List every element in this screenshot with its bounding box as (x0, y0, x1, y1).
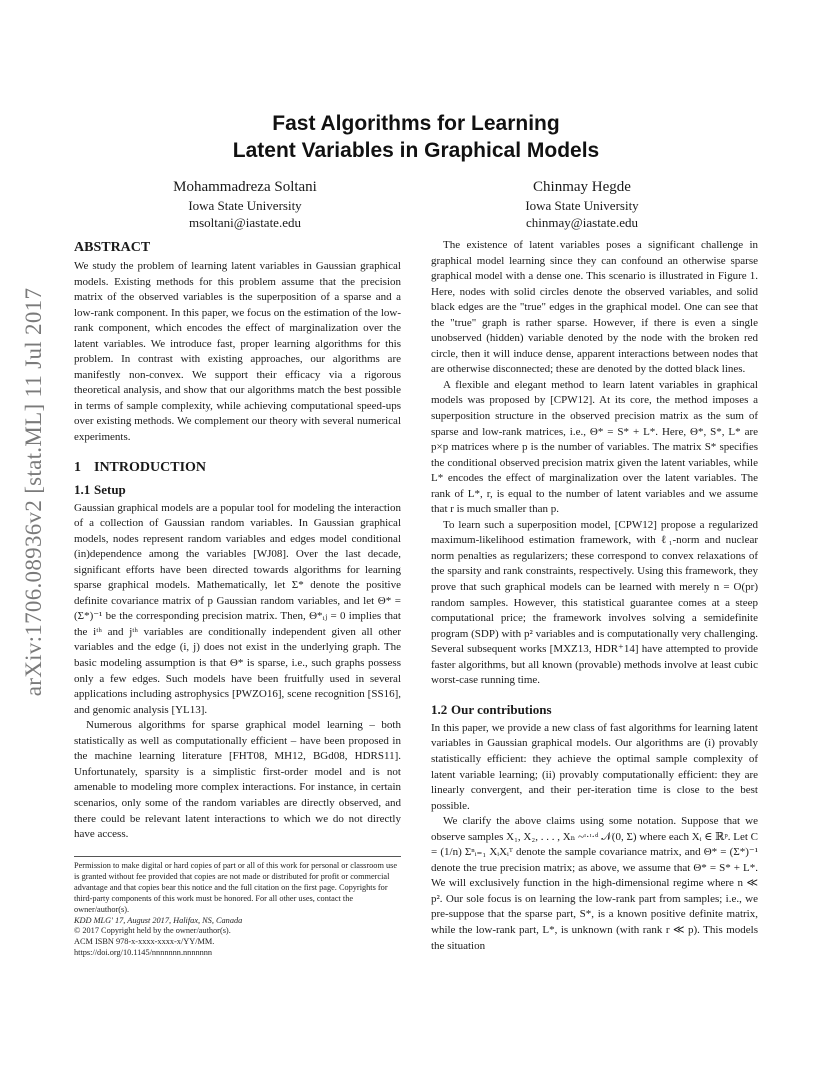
setup-paragraph-2: Numerous algorithms for sparse graphical model learning – both statistically as well as computationally efficient – have been proposed in the machine learning literature [FHT08, MH12, BGd08, HDRS11]. Unfortunately, sparsity is a simplistic first-order model and is not amenable to modeling more complex interactions. For instance, in certain scenarios, only some of the random variables are directly observed, and there could be relevant latent interactions to which we do not directly have access. (74, 719, 401, 841)
subsection-title: Setup (94, 481, 126, 497)
section-heading-introduction (74, 458, 401, 477)
intro-paragraph-method: A flexible and elegant method to learn latent variables in graphical models was proposed by [CPW12]. At its core, the method imposes a superposition structure in the observed precision matrix as the sum of sparse and low-rank matrices, i.e., Θ* = S* + L*. Here, Θ*, S*, L* are p×p matrices where p is the number of variables. The matrix S* specifies the conditional observed precision matrix given the latent variables, while L* encodes the effect of marginalization over the latent variables. The rank of L*, r, is equal to the number of latent variables and we assume that r is much smaller than p. (431, 378, 758, 516)
right-column (431, 238, 758, 954)
section-title: INTRODUCTION (94, 459, 207, 475)
arxiv-identifier (12, 287, 56, 697)
subsection-title: Our contributions (451, 701, 552, 717)
title-line-2: Latent Variables in Graphical Models (232, 139, 600, 162)
abstract-heading: ABSTRACT (74, 240, 151, 255)
subsection-number: 1.1 (74, 481, 91, 497)
left-column (74, 238, 401, 843)
author-name: Chinmay Hegde (533, 179, 631, 195)
subsection-heading-setup (74, 481, 401, 499)
arxiv-id-text: arXiv:1706.08936v2 [stat.ML] 11 Jul 2017 (21, 287, 46, 697)
doi-line: https://doi.org/10.1145/nnnnnnn.nnnnnnn (74, 948, 213, 958)
venue-line: KDD MLG' 17, August 2017, Halifax, NS, Canada (74, 915, 243, 925)
subsection-heading-contributions (431, 701, 758, 719)
author-affiliation: Iowa State University (525, 198, 639, 213)
author-email: msoltani@iastate.edu (189, 215, 301, 230)
subsection-number: 1.2 (431, 701, 448, 717)
title-line-1: Fast Algorithms for Learning (272, 112, 560, 135)
author-block-2 (462, 178, 702, 231)
permission-footnote (74, 856, 401, 959)
isbn-line: ACM ISBN 978-x-xxxx-xxxx-x/YY/MM. (74, 937, 215, 947)
setup-paragraph-1: Gaussian graphical models are a popular tool for modeling the interaction of a collection of Gaussian random variables. In Gaussian graphical models, nodes represent random variables and edges model conditional (in)dependence among the variables [WJ08]. Over the last decade, significant efforts have been directed towards algorithms for learning sparse graphical models. Mathematically, let Σ* denote the positive definite covariance matrix of p Gaussian random variables, and let Θ* = (Σ*)⁻¹ be the corresponding precision matrix. Then, Θ*ᵢⱼ = 0 implies that the iᵗʰ and jᵗʰ variables are conditionally independent given all other variables and the edge (i, j) does not exist in the underlying graph. The basic modeling assumption is that Θ* is sparse, i.e., such graphs possess only a few edges. Such models have been fruitfully used in several applications including astrophysics [PWZO16], scene recognition [SS16], and genomic analysis [YL13]. (74, 501, 401, 716)
author-email: chinmay@iastate.edu (526, 215, 638, 230)
contributions-paragraph-2: We clarify the above claims using some notation. Suppose that we observe samples X₁, X₂, . . . , Xₙ ~ᶦ·ᶦ·ᵈ 𝒩(0, Σ) where each Xᵢ ∈ ℝᵖ. Let C = (1/n) Σⁿᵢ₌₁ XᵢXᵢᵀ denote the sample covariance matrix, and Θ* = (Σ*)⁻¹ denote the true precision matrix; as above, we assume that Θ* = S* + L*. We will exclusively function in the high-dimensional regime where n ≪ p². Our sole focus is on learning the low-rank part from samples; i.e., we pre-suppose that the sparse part, S*, is a known positive definite matrix, while the low-rank part, L*, is unknown (with rank r ≪ p). This models the situation (431, 815, 758, 952)
intro-paragraph-framework: To learn such a superposition model, [CPW12] propose a regularized maximum-likelihood estimation framework, with ℓ₁-norm and nuclear norm penalties as regularizers; these correspond to convex relaxations of the sparsity and rank constraints, respectively. Using this framework, they prove that such graphical models can be learned with merely n = O(pr) random samples. However, this statistical guarantee comes at a steep computational price; the framework involves solving a semidefinite program (SDP) with p² variables and is computationally very challenging. Several subsequent works [MXZ13, HDR⁺14] have attempted to provide faster algorithms, but all known (provable) methods involve at least cubic worst-case running time. (431, 518, 758, 687)
paper-title (74, 110, 758, 164)
section-number: 1 (74, 459, 81, 475)
abstract-text: We study the problem of learning latent variables in Gaussian graphical models. Existing methods for this problem assume that the precision matrix of the observed variables is the superposition of a sparse and a low-rank component. In this paper, we focus on the estimation of the low-rank component, which encodes the effect of marginalization over the latent variables. We introduce fast, proper learning algorithms for this problem. In contrast with existing approaches, our algorithms are manifestly non-convex. We support their efficacy via a rigorous theoretical analysis, and show that our algorithms match the best possible in terms of sample complexity, while achieving computational speed-ups over existing methods. We complement our theory with several numerical experiments. (74, 260, 401, 444)
permission-text: Permission to make digital or hard copies of part or all of this work for personal or classroom use is granted without fee provided that copies are not made or distributed for profit or commercial advantage and that copies bear this notice and the full citation on the first page. Copyrights for third-party components of this work must be honored. For all other uses, contact the owner/author(s). (74, 861, 398, 914)
contributions-paragraph-1: In this paper, we provide a new class of fast algorithms for learning latent variables in Gaussian graphical models. Our algorithms are (i) provably statistically efficient: they achieve the optimal sample complexity of latent variable learning; (ii) provably computationally efficient: they are linearly convergent, and their per-iteration time is close to the best possible. (431, 721, 758, 812)
author-block-1 (125, 178, 365, 231)
author-name: Mohammadreza Soltani (173, 179, 317, 195)
copyright-line: © 2017 Copyright held by the owner/author(s). (74, 926, 231, 936)
intro-paragraph-latent: The existence of latent variables poses a significant challenge in graphical model learning since they can confound an otherwise sparse graphical model with a dense one. This scenario is illustrated in Figure 1. Here, nodes with solid circles denote the observed variables, and solid black edges are the "true" edges in the graphical model. One can see that the "true" graph is rather sparse. However, if there is even a single unobserved (hidden) variable denoted by the node with the broken red circle, then it will induce dense, apparent interactions between nodes that are otherwise disconnected; these are denoted by the dotted black lines. (431, 239, 758, 376)
author-affiliation: Iowa State University (188, 198, 302, 213)
